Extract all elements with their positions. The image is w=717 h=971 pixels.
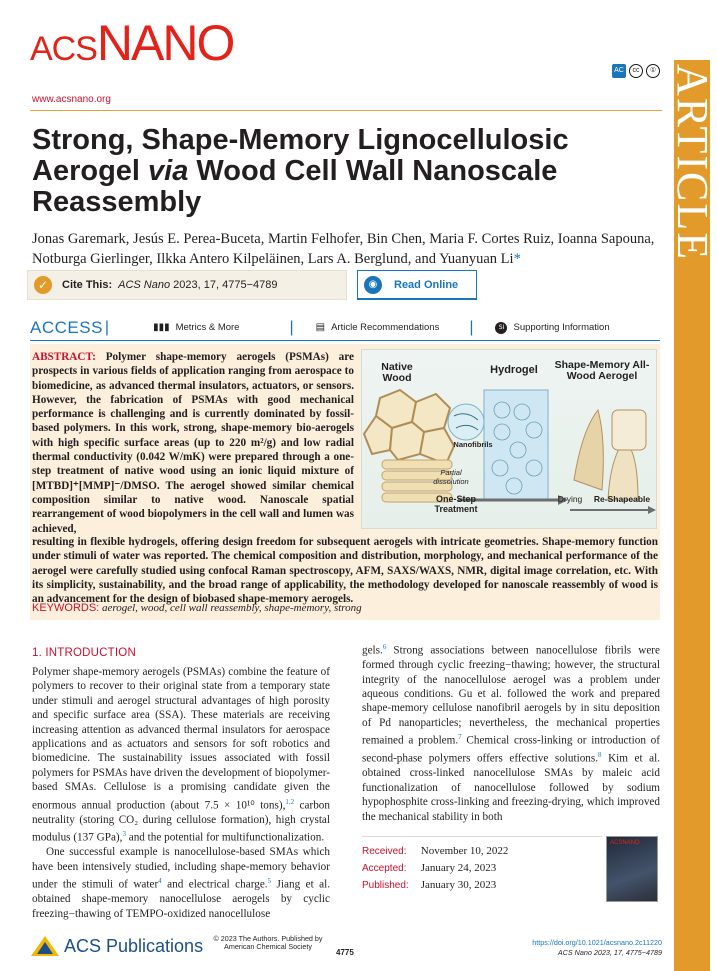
article-type-label: ARTICLE xyxy=(668,64,717,262)
journal-logo-nano: NANO xyxy=(96,15,234,71)
copyright-notice: © 2023 The Authors. Published by American Chemical Society xyxy=(213,934,323,951)
supporting-info-icon: SI xyxy=(495,322,507,334)
doi-link[interactable]: https://doi.org/10.1021/acsnano.2c11220 xyxy=(532,938,662,947)
article-side-band xyxy=(668,60,717,971)
intro-paragraph-3: gels.$^6$ Strong associations between nanocellulose fibrils were formed through cyclic freezing−thawing; however, the structural integrity of the nanocellulose aerogel was a problem under aqueous conditions. Gu et al. followed the work and prepared shape-memory cellulose nanofibril aerogels by in situ deposition of Pd nanoparticles; nevertheless, the mechanical properties remained a problem.$^7$ Chemical cross-linking or introduction of second-phase polymers offers effective solutions.$^8$ Kim et al. obtained cross-linked nanocellulose SMAs by maleic acid functionalization of nanocellulose followed by sodium hypophosphite cross-linking and freezing-drying, which improved the mechanical stability in both xyxy=(362,643,660,823)
recommendations-link[interactable]: ▤ Article Recommendations xyxy=(315,322,440,333)
document-list-icon: ▤ xyxy=(315,322,326,333)
abstract-text: ABSTRACT: Polymer shape-memory aerogels (PSMAs) are prospects in various fields of application ranging from aerospace to biomedicine, as advanced thermal insulators, actuators, or sensors. However, the fabrication of PSMAs with good mechanical performance is challenging and is currently dominated by fossil-based polymers. In this work, strong, shape-memory bio-aerogels with high specific surface areas (up to 220 m²/g) and low radial thermal conductivity (0.042 W/mK) were prepared through a one-step treatment of native wood using an ionic liquid mixture of [MTBD]⁺[MMP]⁻/DMSO. The aerogel showed similar chemical composition similar to native wood. Nanoscale spatial rearrangement of wood biopolymers in the cell wall and lumen was achieved, xyxy=(32,351,354,535)
access-divider: | xyxy=(104,318,110,336)
toc-reshapeable: Re-Shapeable xyxy=(593,494,651,504)
citation-link[interactable]: 4 xyxy=(158,877,162,886)
journal-cover-thumbnail[interactable] xyxy=(606,836,658,902)
journal-reference: ACS Nano 2023, 17, 4775−4789 xyxy=(557,948,662,957)
article-title: Strong, Shape-Memory Lignocellulosic Aerogel via Wood Cell Wall Nanoscale Reassembly xyxy=(32,124,569,218)
toc-nanofibrils: Nanofibrils xyxy=(453,440,493,449)
access-bar xyxy=(30,315,660,341)
header-divider xyxy=(30,110,662,111)
acs-authorchoice-icon: AC xyxy=(612,64,626,78)
publication-dates xyxy=(362,836,602,894)
citation-link[interactable]: 8 xyxy=(598,751,602,760)
check-icon: ✓ xyxy=(34,276,52,294)
acs-publications-logo[interactable] xyxy=(30,935,203,957)
creative-commons-icon: cc xyxy=(629,64,643,78)
cover-title: ACSNANO xyxy=(610,840,640,846)
intro-paragraph-1: Polymer shape-memory aerogels (PSMAs) combine the feature of polymers to recover to their original state from a temporary state under stimuli and aerogel structural advantages of high porosity and specific surface area (SSA). These materials are receiving increasing attention as advanced thermal insulators for aerospace applications and as actuators and sensors for soft robotics and biomedicine. The sustainability issues associated with fossil polymers for PSMAs have driven the development of biopolymer-based SMAs. Cellulose is a promising candidate given the enormous annual production (about 7.5 × 10¹⁰ tons),$^{1,2}$ carbon neutrality (storing CO₂ during cellulose formation), high crystal modulus (137 GPa),$^3$ and the potential for multifunctionalization. xyxy=(32,666,330,844)
acs-publications-icon xyxy=(30,935,60,957)
toc-drying: Drying xyxy=(557,494,583,504)
bar-chart-icon: ▮▮▮ xyxy=(153,322,170,333)
keywords-label: KEYWORDS: xyxy=(32,602,100,614)
publisher-name: ACS Publications xyxy=(64,935,204,956)
toc-shape-memory: Shape-Memory All-Wood Aerogel xyxy=(554,359,650,382)
cite-label: Cite This: xyxy=(62,279,113,291)
published-date: Published: January 30, 2023 xyxy=(362,879,497,891)
attribution-icon: ① xyxy=(646,64,660,78)
received-date: Received: November 10, 2022 xyxy=(362,845,509,857)
author-list: Jonas Garemark, Jesús E. Perea-Buceta, Martin Felhofer, Bin Chen, Maria F. Cortes Ruiz, Ioanna Sapouna, Notburga Gierlinger, Ilkka Antero Kilpeläinen, Lars A. Berglund, and Yuanyuan Li* xyxy=(32,231,655,267)
left-column xyxy=(32,647,330,921)
cite-this-box[interactable] xyxy=(27,270,347,300)
right-column xyxy=(362,640,660,824)
journal-logo[interactable] xyxy=(30,15,234,71)
access-divider: | xyxy=(469,318,474,336)
footer-citation xyxy=(490,938,662,958)
intro-paragraph-2: One successful example is nanocellulose-based SMAs which have been intensively studied, including shape-memory behavior under the stimuli of water$^4$ and electrical charge.$^5$ Jiang et al. obtained shape-memory nanocellulose aerogels by cyclic freezing−thawing of TEMPO-oxidized nanocellulose xyxy=(32,846,331,920)
keywords: KEYWORDS: aerogel, wood, cell wall reassembly, shape-memory, strong xyxy=(32,602,362,614)
section-heading-introduction: 1. INTRODUCTION xyxy=(32,647,136,659)
citation-link[interactable]: 1,2 xyxy=(285,797,295,806)
journal-logo-acs: ACS xyxy=(30,30,97,68)
citation-link[interactable]: 7 xyxy=(458,733,462,742)
supporting-info-link[interactable]: SI Supporting Information xyxy=(495,322,609,334)
toc-one-step: One-Step Treatment xyxy=(434,494,478,514)
read-online-button[interactable] xyxy=(357,270,477,300)
page-number: 4775 xyxy=(336,948,354,957)
site-url[interactable]: www.acsnano.org xyxy=(32,94,111,105)
citation-link[interactable]: 6 xyxy=(382,643,387,651)
citation-link[interactable]: 3 xyxy=(122,830,126,839)
abstract-label: ABSTRACT: xyxy=(32,351,96,363)
corresponding-author-mark[interactable]: * xyxy=(513,251,521,267)
citation-link[interactable]: 5 xyxy=(267,877,272,886)
license-badges xyxy=(612,64,660,78)
toc-hydrogel: Hydrogel xyxy=(490,364,538,376)
cite-reference: ACS Nano 2023, 17, 4775−4789 xyxy=(118,279,278,291)
abstract-text-continued: resulting in flexible hydrogels, offering design freedom for subsequent aerogels with intricate geometries. Shape-memory function under stimuli of water was reported. The chemical composition and distribution, morphology, and mechanical performance of the aerogel were carefully studied using confocal Raman spectroscopy, AFM, SAXS/WAXS, NMR, digital image correlation, etc. With its simplicity, sustainability, and the broad range of applicability, the methodology developed for nanoscale reassembly of wood is an advancement for the design of biobased shape-memory aerogels. xyxy=(32,536,658,606)
read-online-icon: ◉ xyxy=(364,276,382,294)
read-online-label: Read Online xyxy=(394,278,459,291)
access-divider: | xyxy=(289,318,294,336)
metrics-link[interactable]: ▮▮▮ Metrics & More xyxy=(153,322,240,333)
accepted-date: Accepted: January 24, 2023 xyxy=(362,862,497,874)
toc-native-wood: Native Wood xyxy=(381,361,413,384)
toc-graphic xyxy=(361,349,657,529)
toc-partial-dissolution: Partial dissolution xyxy=(433,468,469,486)
access-label: ACCESS xyxy=(30,317,103,337)
